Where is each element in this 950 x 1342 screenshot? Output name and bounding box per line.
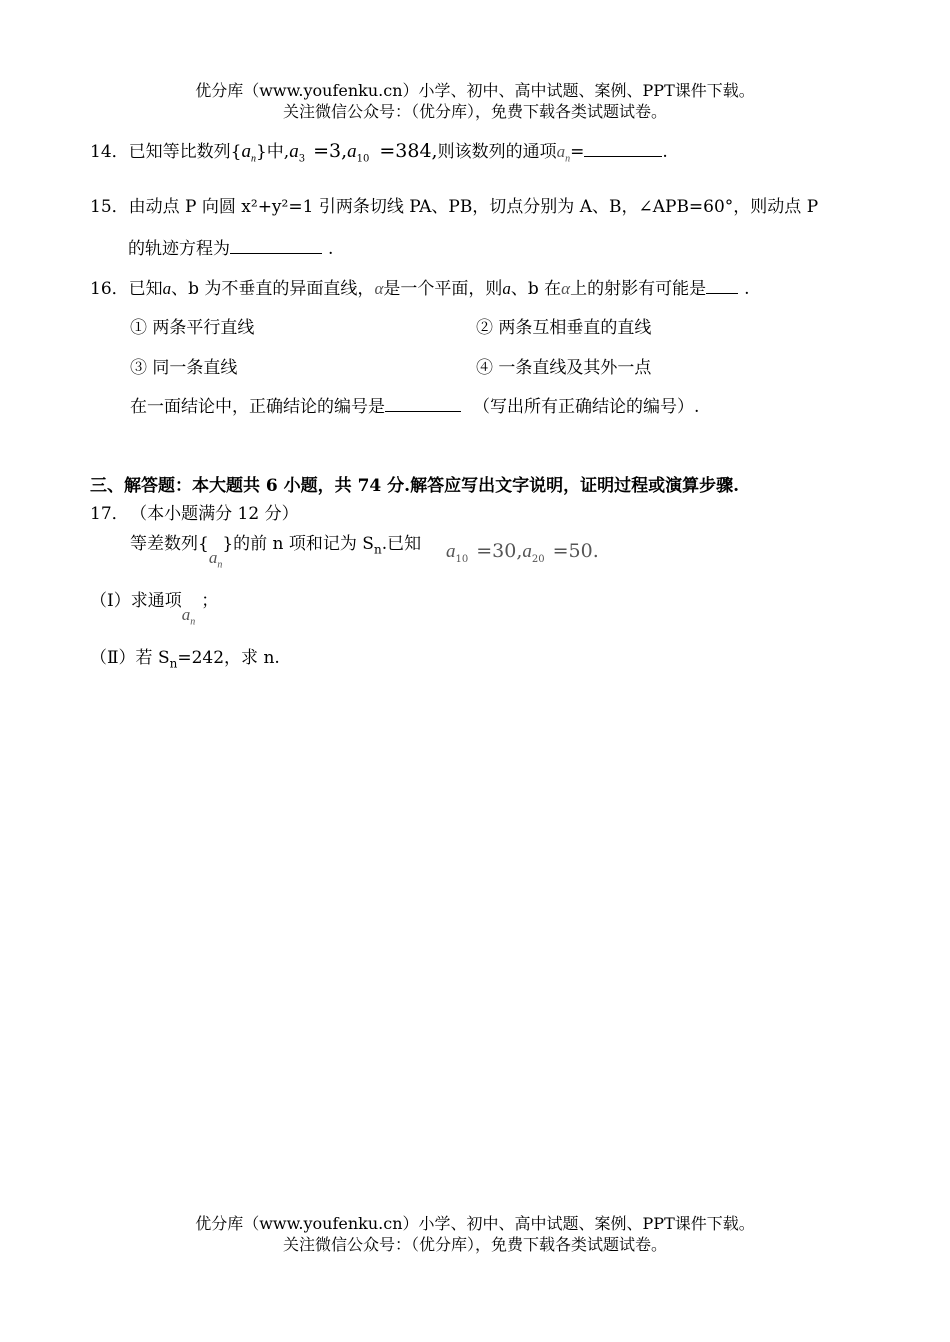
header-line-1: 优分库（www.youfenku.cn）小学、初中、高中试题、案例、PPT课件下载。 xyxy=(195,81,755,100)
question-16-conclusion: 在一面结论中，正确结论的编号是 （写出所有正确结论的编号）. xyxy=(130,397,700,417)
footer-line-2: 关注微信公众号：（优分库），免费下载各类试题试卷。 xyxy=(282,1235,667,1254)
question-17-part-1: （Ⅰ）求通项$a_n$； xyxy=(90,591,219,628)
question-number: 14． xyxy=(90,142,129,162)
option-4: ④ 一条直线及其外一点 xyxy=(476,358,652,378)
question-16: 16．已知a、b 为不垂直的异面直线，α是一个平面，则a、b 在α上的射影有可能是 . xyxy=(90,279,750,299)
question-17-part-2: （Ⅱ）若 $S_n=242$，求 n. xyxy=(90,648,280,671)
question-14: 14．已知等比数列$\{a_n\}$中$,a_3 =3,a_{10} =384$,则该数列的通项$a_n=$ . xyxy=(90,140,668,165)
question-17-given: $a_{10} =30,a_{20} =50$. xyxy=(446,540,599,565)
option-1: ① 两条平行直线 xyxy=(130,318,255,338)
section-title: 三、解答题：本大题共 6 小题，共 74 分.解答应写出文字说明，证明过程或演算步骤. xyxy=(90,476,739,496)
question-number: 15． xyxy=(90,197,129,217)
question-number: 17． xyxy=(90,504,129,524)
question-17: 17． （本小题满分 12 分） xyxy=(90,504,299,524)
answer-blank xyxy=(706,279,738,294)
footer-line-1: 优分库（www.youfenku.cn）小学、初中、高中试题、案例、PPT课件下载。 xyxy=(195,1214,755,1233)
question-17-body: 等差数列$\{a_n\}$的前 n 项和记为 $S_n$.已知 xyxy=(130,534,422,571)
answer-blank xyxy=(230,239,322,254)
answer-blank xyxy=(385,397,461,412)
option-2: ② 两条互相垂直的直线 xyxy=(476,318,652,338)
question-15: 15．由动点 P 向圆 x²+y²=1 引两条切线 PA、PB，切点分别为 A、B，∠APB=60°，则动点 P xyxy=(90,197,819,217)
question-15-line-2: 的轨迹方程为 . xyxy=(128,239,334,259)
question-number: 16． xyxy=(90,279,129,299)
option-3: ③ 同一条直线 xyxy=(130,358,238,378)
header-line-2: 关注微信公众号：（优分库），免费下载各类试题试卷。 xyxy=(282,102,667,121)
answer-blank xyxy=(584,142,662,157)
